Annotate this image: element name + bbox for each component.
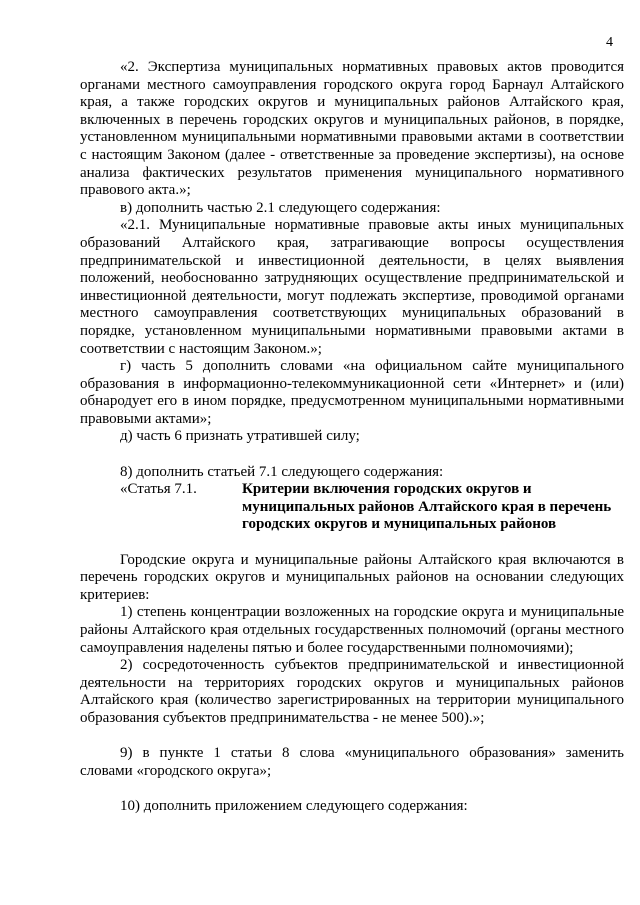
page-number: 4: [606, 35, 613, 50]
paragraph: д) часть 6 признать утратившей силу;: [120, 428, 360, 445]
article-label: «Статья 7.1.: [120, 481, 197, 498]
spacer: [80, 728, 624, 746]
item-9: 9) в пункте 1 статьи 8 слова «муниципального образования» заменить словами «городского округа»;: [80, 745, 624, 779]
paragraph: г) часть 5 дополнить словами «на официальном сайте муниципального образования в информационно-телекоммуникационной сети «Интернет» и (или) обнародует его в ином порядке, предусмотренном муниципальными нормативными правовыми актами»;: [80, 358, 624, 427]
paragraph: «2. Экспертиза муниципальных нормативных правовых актов проводится органами местного самоуправления городского округа город Барнаул Алтайского края, а также городских округов и муниципальных районов Алтайского края, включенных в перечень городских округов и муниципальных районов, в порядке, установленном муниципальными нормативными правовыми актами в соответствии с настоящим Законом (далее - ответственные за проведение экспертизы), на основе анализа фактических результатов применения муниципального нормативного правового акта.»;: [80, 59, 624, 199]
paragraph: «2.1. Муниципальные нормативные правовые акты иных муниципальных образований Алтайского края, затрагивающие вопросы осуществления предпринимательской и инвестиционной деятельности, в целях выявления положений, необоснованно затрудняющих осуществление предпринимательской и инвестиционной деятельности, могут подлежать экспертизе, проводимой органами местного самоуправления соответствующих муниципальных образований в порядке, установленном муниципальными нормативными правовыми актами в соответствии с настоящим Законом.»;: [80, 217, 624, 357]
spacer: [80, 534, 624, 552]
document-body: [80, 59, 624, 816]
spacer: [80, 446, 624, 464]
paragraph: Городские округа и муниципальные районы Алтайского края включаются в перечень городских округов и муниципальных районов на основании следующих критериев:: [80, 551, 624, 603]
paragraph: в) дополнить частью 2.1 следующего содержания:: [120, 199, 441, 216]
paragraph: 2) сосредоточенность субъектов предпринимательской и инвестиционной деятельности на территориях городских округов и муниципальных районов Алтайского края (количество зарегистрированных на территории муниципального образования субъектов предпринимательства - не менее 500).»;: [80, 657, 624, 726]
article-heading: [120, 481, 624, 534]
spacer: [80, 780, 624, 798]
item-8: 8) дополнить статьей 7.1 следующего содержания:: [120, 463, 444, 480]
article-title: Критерии включения городских округов и муниципальных районов Алтайского края в перечень городских округов и муниципальных районов: [242, 481, 612, 533]
paragraph: 1) степень концентрации возложенных на городские округа и муниципальные районы Алтайского края отдельных государственных полномочий (органы местного самоуправления наделены пятью и более государственными полномочиями);: [80, 604, 624, 656]
item-10: 10) дополнить приложением следующего содержания:: [120, 797, 468, 814]
